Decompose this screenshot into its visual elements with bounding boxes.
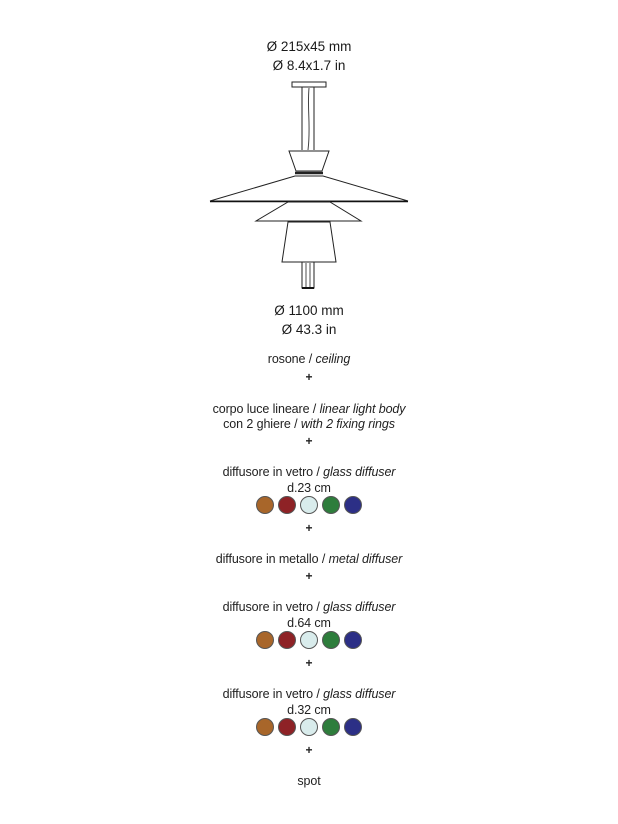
swatch-red (278, 496, 296, 514)
top-dimension-in: Ø 8.4x1.7 in (272, 58, 346, 73)
plus-sign: + (305, 656, 313, 670)
swatch-red (278, 631, 296, 649)
component-ceiling: rosone / ceiling (267, 352, 351, 366)
swatch-amber (256, 718, 274, 736)
plus-sign: + (305, 743, 313, 757)
ceiling-rose (292, 82, 326, 87)
component-glass-diffuser-32: diffusore in vetro / glass diffuser (222, 687, 396, 701)
swatch-green (322, 718, 340, 736)
swatch-green (322, 631, 340, 649)
bottom-dimension-mm: Ø 1100 mm (274, 303, 344, 318)
color-swatches-23 (0, 496, 618, 514)
swatch-green (322, 496, 340, 514)
glass-diffuser-lower (282, 222, 336, 262)
component-spot: spot (297, 774, 321, 788)
bottom-dimension-in: Ø 43.3 in (281, 322, 337, 337)
glass-diffuser-large (210, 176, 408, 201)
swatch-amber (256, 496, 274, 514)
diffuser-size-23: d.23 cm (287, 481, 331, 495)
swatch-amber (256, 631, 274, 649)
color-swatches-64 (0, 631, 618, 649)
plus-sign: + (305, 434, 313, 448)
light-body-cup (289, 151, 329, 171)
swatch-red (278, 718, 296, 736)
plus-sign: + (305, 569, 313, 583)
diffuser-size-32: d.32 cm (287, 703, 331, 717)
diffuser-size-64: d.64 cm (287, 616, 331, 630)
component-metal-diffuser: diffusore in metallo / metal diffuser (215, 552, 403, 566)
swatch-clear (300, 631, 318, 649)
plus-sign: + (305, 521, 313, 535)
swatch-clear (300, 496, 318, 514)
component-fixing-rings: con 2 ghiere / with 2 fixing rings (223, 417, 395, 431)
swatch-blue (344, 631, 362, 649)
top-dimension-mm: Ø 215x45 mm (266, 39, 352, 54)
swatch-blue (344, 718, 362, 736)
component-glass-diffuser-23: diffusore in vetro / glass diffuser (222, 465, 396, 479)
plus-sign: + (305, 370, 313, 384)
swatch-clear (300, 718, 318, 736)
metal-diffuser (256, 202, 361, 221)
component-glass-diffuser-64: diffusore in vetro / glass diffuser (222, 600, 396, 614)
swatch-blue (344, 496, 362, 514)
power-cable (308, 88, 309, 150)
color-swatches-32 (0, 718, 618, 736)
component-light-body: corpo luce lineare / linear light body (212, 402, 406, 416)
spot (302, 262, 314, 288)
